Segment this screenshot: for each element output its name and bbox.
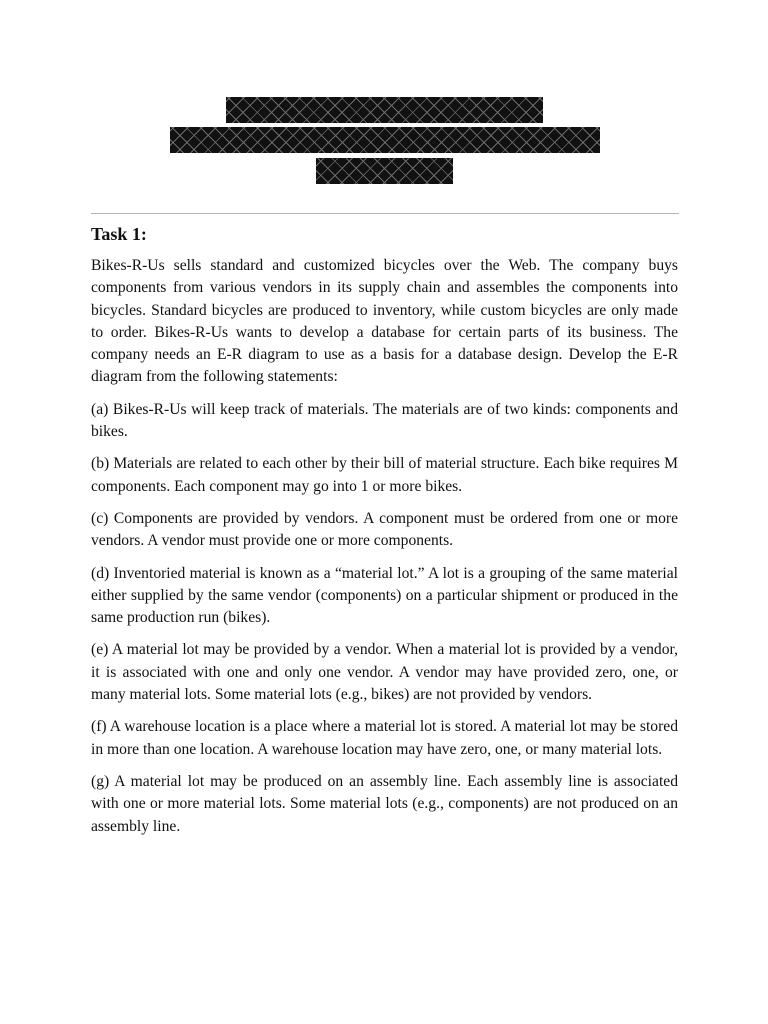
- task-heading: Task 1:: [91, 224, 147, 244]
- statement-d: (d) Inventoried material is known as a “material lot.” A lot is a grouping of the same material either supplied by the same vendor (components) on a particular shipment or produced in the same production run (bikes).: [91, 564, 678, 627]
- statement-b: (b) Materials are related to each other by their bill of material structure. Each bike requires M components. Each component may go into 1 or more bikes.: [91, 455, 678, 495]
- horizontal-divider: [91, 213, 679, 214]
- statement-a: (a) Bikes-R-Us will keep track of materials. The materials are of two kinds: components and bikes.: [91, 400, 678, 441]
- statement-c: (c) Components are provided by vendors. A component must be ordered from one or more vendors. A vendor must provide one or more components.: [91, 509, 678, 550]
- redacted-title-line-3: [316, 158, 453, 184]
- redacted-title-line-1: [226, 97, 543, 123]
- document-body: [91, 222, 678, 848]
- redacted-title-line-2: [170, 127, 600, 153]
- statement-e: (e) A material lot may be provided by a vendor. When a material lot is provided by a vendor, it is associated with one and only one vendor. A vendor may have provided zero, one, or many material lots. Some material lots (e.g., bikes) are not provided by vendors.: [91, 641, 678, 704]
- intro-paragraph: Bikes-R-Us sells standard and customized bicycles over the Web. The company buys components from various vendors in its supply chain and assembles the components into bicycles. Standard bicycles are produced to inventory, while custom bicycles are only made to order. Bikes-R-Us wants to develop a database for certain parts of its business. The company needs an E-R diagram to use as a basis for a database design. Develop the E-R diagram from the following statements:: [91, 257, 678, 386]
- statement-f: (f) A warehouse location is a place where a material lot is stored. A material lot may be stored in more than one location. A warehouse location may have zero, one, or many material lots.: [91, 718, 678, 758]
- statement-g: (g) A material lot may be produced on an assembly line. Each assembly line is associated with one or more material lots. Some material lots (e.g., components) are not produced on an assembly line.: [91, 772, 678, 835]
